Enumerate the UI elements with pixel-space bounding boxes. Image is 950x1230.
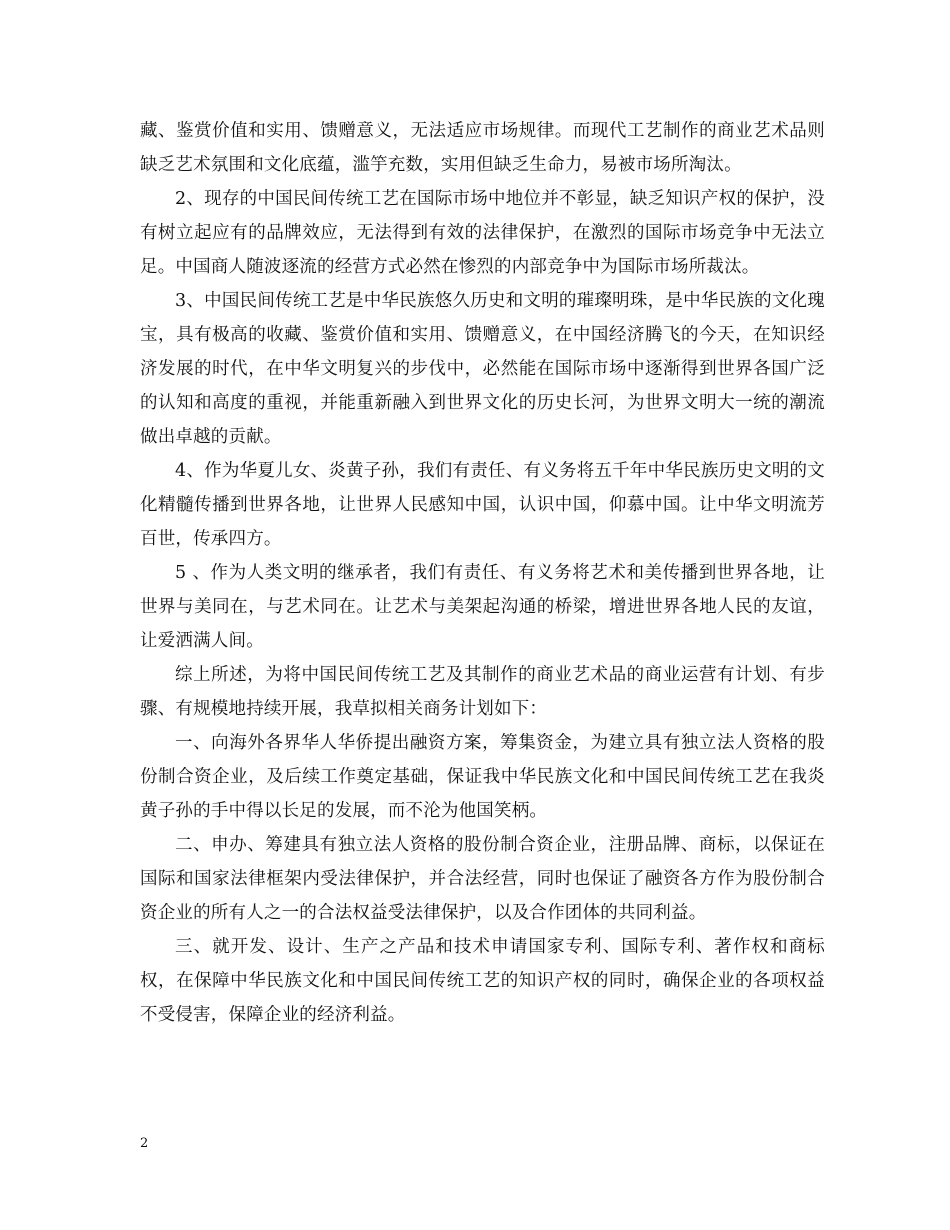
page-number: 2 [140,1136,149,1151]
paragraph-plan-1: 一、向海外各界华人华侨提出融资方案，筹集资金，为建立具有独立法人资格的股份制合资企业，及后续工作奠定基础，保证我中华民族文化和中国民间传统工艺在我炎黄子孙的手中得以长足的发展，而不沦为他国笑柄。 [140,733,825,821]
paragraph-continuation: 藏、鉴赏价值和实用、馈赠意义，无法适应市场规律。而现代工艺制作的商业艺术品则缺乏艺术氛围和文化底蕴，滥竽充数，实用但缺乏生命力，易被市场所淘汰。 [140,121,825,175]
paragraph-plan-2: 二、申办、筹建具有独立法人资格的股份制合资企业，注册品牌、商标，以保证在国际和国家法律框架内受法律保护，并合法经营，同时也保证了融资各方作为股份制合资企业的所有人之一的合法权益受法律保护，以及合作团体的共同利益。 [140,835,825,923]
paragraph-point-5: 5 、作为人类文明的继承者，我们有责任、有义务将艺术和美传播到世界各地，让世界与美同在，与艺术同在。让艺术与美架起沟通的桥梁，增进世界各地人民的友谊，让爱洒满人间。 [140,563,825,651]
document-body [140,114,825,1032]
paragraph-point-3: 3、中国民间传统工艺是中华民族悠久历史和文明的璀璨明珠，是中华民族的文化瑰宝，具有极高的收藏、鉴赏价值和实用、馈赠意义，在中国经济腾飞的今天，在知识经济发展的时代，在中华文明复兴的步伐中，必然能在国际市场中逐渐得到世界各国广泛的认知和高度的重视，并能重新融入到世界文化的历史长河，为世界文明大一统的潮流做出卓越的贡献。 [140,291,825,447]
paragraph-point-2: 2、现存的中国民间传统工艺在国际市场中地位并不彰显，缺乏知识产权的保护，没有树立起应有的品牌效应，无法得到有效的法律保护，在激烈的国际市场竞争中无法立足。中国商人随波逐流的经营方式必然在惨烈的内部竞争中为国际市场所裁汰。 [140,189,825,277]
paragraph-summary: 综上所述，为将中国民间传统工艺及其制作的商业艺术品的商业运营有计划、有步骤、有规模地持续开展，我草拟相关商务计划如下： [140,665,825,719]
paragraph-plan-3: 三、就开发、设计、生产之产品和技术申请国家专利、国际专利、著作权和商标权，在保障中华民族文化和中国民间传统工艺的知识产权的同时，确保企业的各项权益不受侵害，保障企业的经济利益。 [140,937,825,1025]
paragraph-point-4: 4、作为华夏儿女、炎黄子孙，我们有责任、有义务将五千年中华民族历史文明的文化精髓传播到世界各地，让世界人民感知中国，认识中国，仰慕中国。让中华文明流芳百世，传承四方。 [140,461,825,549]
